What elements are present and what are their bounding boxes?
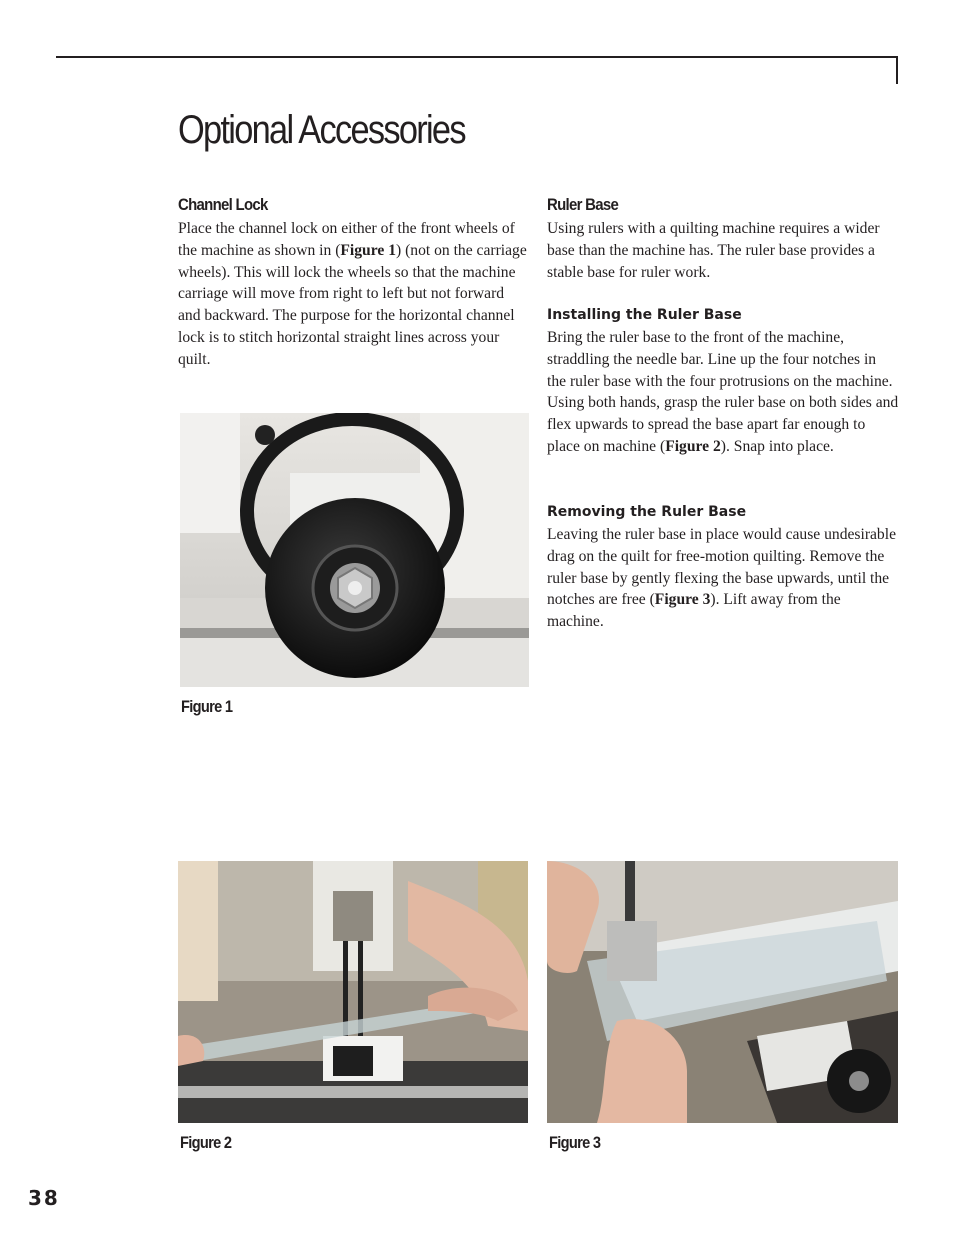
top-rule-cap bbox=[896, 56, 898, 84]
ruler-base-intro: Using rulers with a quilting machine requires a wider base than the machine has. The ruler base provides a stable base for ruler work. bbox=[547, 220, 880, 281]
removing-paragraph bbox=[547, 524, 899, 633]
text-run: Bring the ruler base to the front of the machine, straddling the needle bar. Line up the four notches in the ruler base with the four protrusions on the machine. Using both hands, grasp the ruler base on both sides and flex upwards to spread the base apart far enough to place on machine ( bbox=[547, 329, 899, 455]
page-title: Optional Accessories bbox=[178, 108, 465, 152]
figure-reference: Figure 1 bbox=[340, 241, 396, 259]
removing-heading: Removing the Ruler Base bbox=[547, 504, 747, 520]
figure-reference: Figure 3 bbox=[654, 591, 711, 609]
figure-3-photo bbox=[547, 861, 898, 1123]
channel-lock-paragraph bbox=[178, 218, 530, 371]
figure-2-caption: Figure 2 bbox=[180, 1133, 232, 1152]
text-run: Place the channel lock on either of the front wheels of the machine as shown in ( bbox=[178, 220, 515, 259]
text-run: ). Snap into place. bbox=[720, 437, 834, 455]
figure-reference: Figure 2 bbox=[665, 437, 721, 455]
channel-lock-heading: Channel Lock bbox=[178, 195, 268, 214]
figure-1-photo bbox=[180, 413, 529, 687]
figure-3-caption: Figure 3 bbox=[549, 1133, 601, 1152]
installing-heading: Installing the Ruler Base bbox=[547, 307, 742, 323]
top-rule bbox=[56, 56, 898, 58]
page-number: 38 bbox=[28, 1186, 60, 1210]
ruler-base-heading: Ruler Base bbox=[547, 195, 619, 214]
figure-2-photo bbox=[178, 861, 528, 1123]
text-run: Leaving the ruler base in place would cause undesirable drag on the quilt for free-motion quilting. Remove the ruler base by gently flexing the base upwards, until the notches are free ( bbox=[547, 526, 896, 609]
text-run: ). Lift away from the machine. bbox=[547, 591, 841, 631]
installing-paragraph bbox=[547, 327, 899, 458]
figure-1-caption: Figure 1 bbox=[181, 697, 233, 716]
text-run: ) (not on the carriage wheels). This will lock the wheels so that the machine carriage will move from right to left but not forward and backward. The purpose for the horizontal channel lock is to stitch horizontal straight lines across your quilt. bbox=[178, 241, 527, 368]
